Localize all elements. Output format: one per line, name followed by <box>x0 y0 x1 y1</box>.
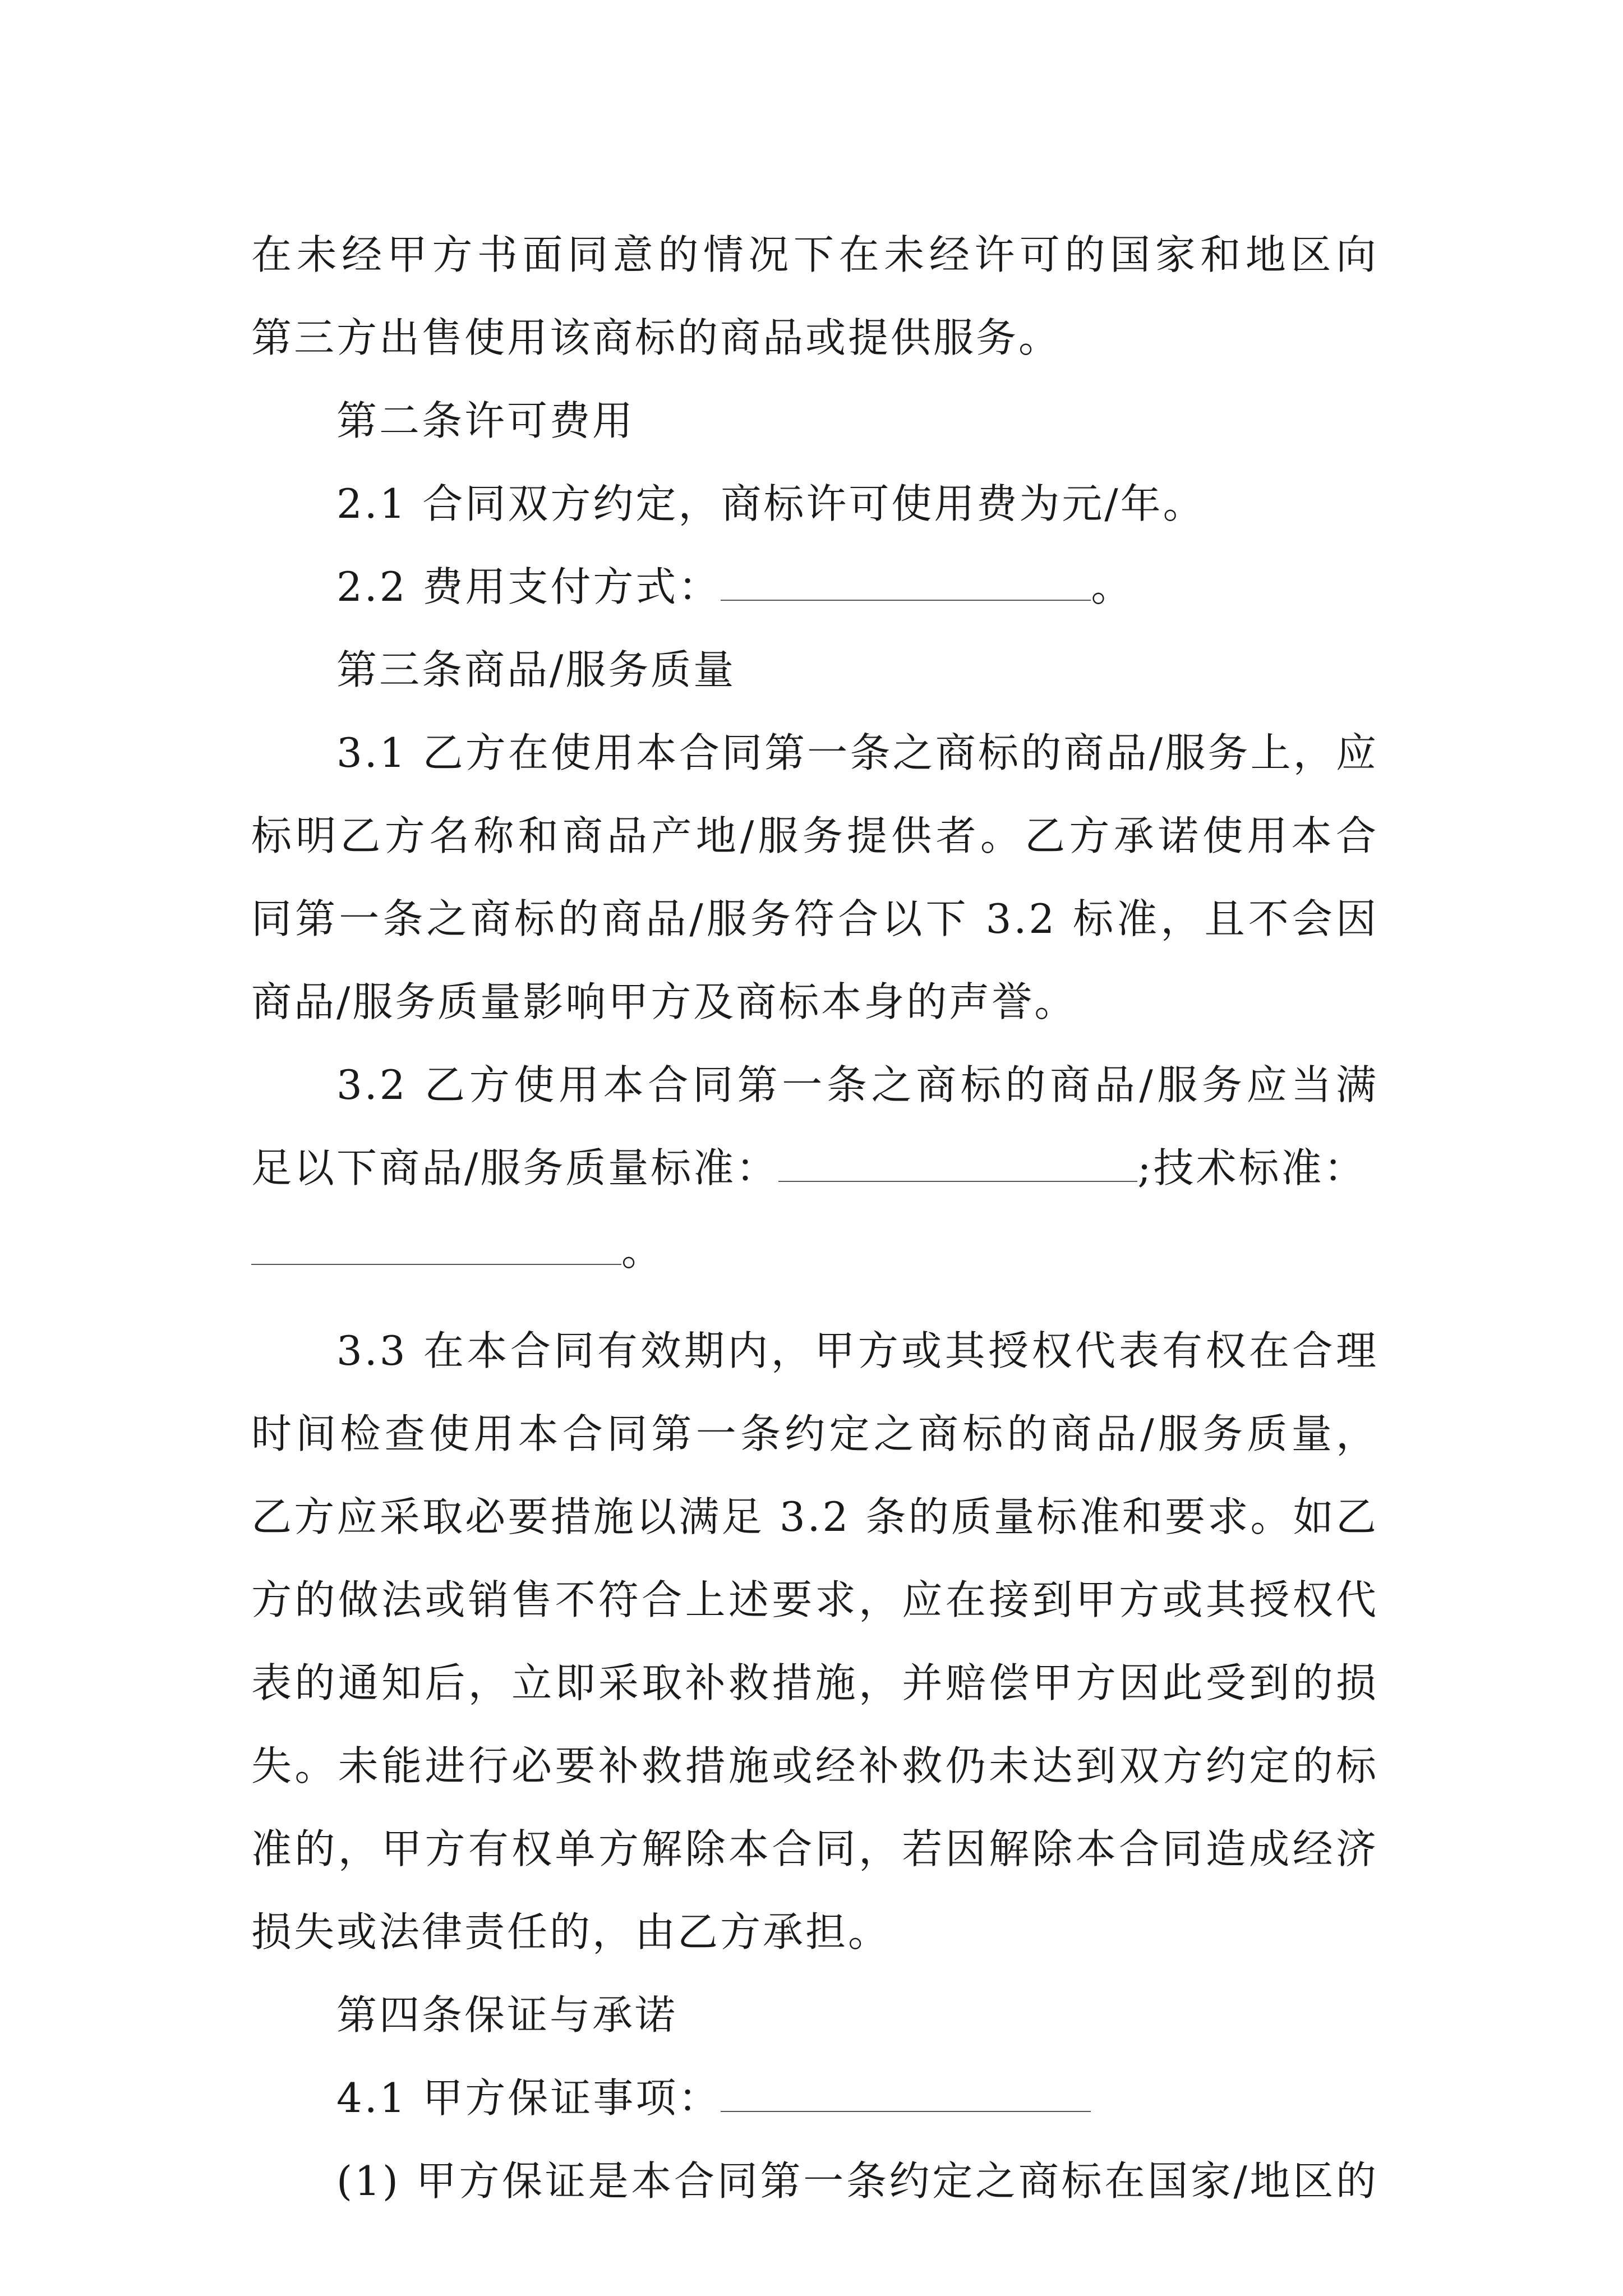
document-page <box>251 213 1378 2223</box>
section-heading: 第三条商品/服务质量 <box>336 646 736 693</box>
paragraph-line: 损失或法律责任的，由乙方承担。 <box>251 1908 891 1955</box>
paragraph-line: 同第一条之商标的商品/服务符合以下 3.2 标准，且不会因 <box>251 895 1378 942</box>
paragraph-line: 乙方应采取必要措施以满足 3.2 条的质量标准和要求。如乙 <box>251 1493 1378 1540</box>
paragraph-line: 准的，甲方有权单方解除本合同，若因解除本合同造成经济 <box>251 1825 1378 1872</box>
blank-field <box>251 1230 621 1265</box>
clause-line <box>251 2056 1378 2139</box>
paragraph-line: 标明乙方名称和商品产地/服务提供者。乙方承诺使用本合 <box>251 812 1378 859</box>
blank-field <box>721 566 1091 601</box>
clause-line: 3.1 乙方在使用本合同第一条之商标的商品/服务上，应 <box>336 729 1378 776</box>
clause-label: 2.2 费用支付方式： <box>336 563 721 610</box>
spacer <box>251 1292 1378 1309</box>
clause-line <box>251 545 1378 628</box>
paragraph-line: 时间检查使用本合同第一条约定之商标的商品/服务质量， <box>251 1410 1378 1457</box>
blank-field <box>721 2077 1091 2112</box>
paragraph-line: 第三方出售使用该商标的商品或提供服务。 <box>251 314 1062 361</box>
paragraph-line: 在未经甲方书面同意的情况下在未经许可的国家和地区向 <box>251 231 1378 278</box>
paragraph-line: 失。未能进行必要补救措施或经补救仍未达到双方约定的标 <box>251 1742 1378 1789</box>
clause-label: ;技术标准： <box>1137 1144 1367 1191</box>
punctuation: 。 <box>621 1227 665 1274</box>
paragraph-line <box>251 1209 1378 1292</box>
blank-field <box>778 1147 1137 1182</box>
clause-line: (1) 甲方保证是本合同第一条约定之商标在国家/地区的 <box>336 2157 1378 2205</box>
section-heading: 第二条许可费用 <box>336 397 635 444</box>
punctuation: 。 <box>1091 563 1134 610</box>
paragraph-line: 商品/服务质量影响甲方及商标本身的声誉。 <box>251 978 1077 1025</box>
paragraph-line <box>251 1126 1378 1209</box>
section-heading: 第四条保证与承诺 <box>336 1991 678 2039</box>
clause-line: 3.3 在本合同有效期内，甲方或其授权代表有权在合理 <box>336 1327 1378 1374</box>
paragraph-line: 表的通知后，立即采取补救措施，并赔偿甲方因此受到的损 <box>251 1659 1378 1706</box>
clause-line: 3.2 乙方使用本合同第一条之商标的商品/服务应当满 <box>336 1061 1378 1108</box>
paragraph-line: 方的做法或销售不符合上述要求，应在接到甲方或其授权代 <box>251 1576 1378 1623</box>
clause-line: 2.1 合同双方约定，商标许可使用费为元/年。 <box>336 480 1206 527</box>
clause-label: 足以下商品/服务质量标准： <box>251 1144 779 1191</box>
clause-label: 4.1 甲方保证事项： <box>336 2074 721 2122</box>
